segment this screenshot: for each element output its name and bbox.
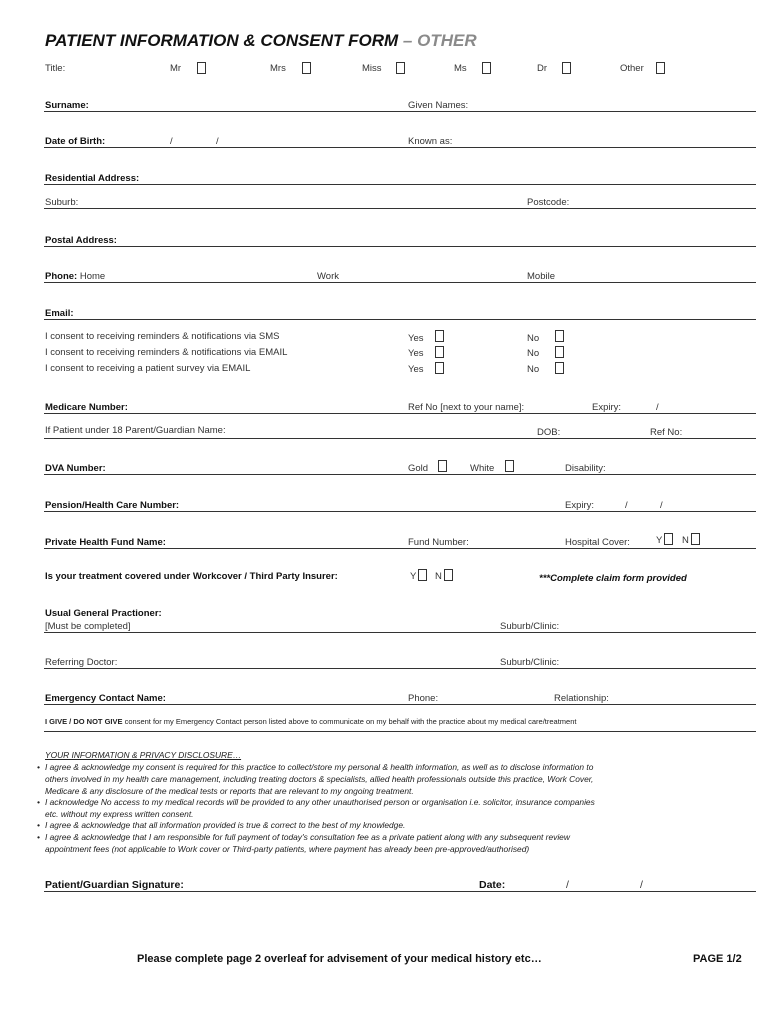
footer-note: Please complete page 2 overleaf for advisement of your medical history etc… [137,953,542,965]
form-title [45,31,477,51]
known-as-label: Known as: [408,136,453,147]
title-mrs-checkbox[interactable] [302,62,311,74]
privacy-line: Medicare & any disclosure of the medical tests or reports that are relevant to my ongoing treatment. [45,786,414,796]
give-consent-option[interactable]: I GIVE / DO NOT GIVE [45,717,123,726]
title-option-dr: Dr [537,63,548,74]
consent-survey-no-label: No [527,364,540,375]
consent-email-yes-label: Yes [408,348,424,359]
dva-gold-checkbox[interactable] [438,460,447,472]
suburb-label: Suburb: [45,197,79,208]
suburb-field-line[interactable] [44,208,756,209]
email-field-line[interactable] [44,319,756,320]
hospital-cover-label: Hospital Cover: [565,537,630,548]
dob-field-line[interactable] [44,147,756,148]
privacy-line: I agree & acknowledge my consent is required for this practice to collect/store my personal & health information, as well as to disclose information to [45,762,594,772]
dob-separator-1: / [170,136,173,147]
signature-label: Patient/Guardian Signature: [45,879,184,891]
emergency-field-line[interactable] [44,704,756,705]
consent-email-text: I consent to receiving reminders & notifications via EMAIL [45,347,288,358]
medicare-expiry-label: Expiry: [592,402,622,413]
gp-field-line[interactable] [44,632,756,633]
emergency-consent-text [45,717,576,726]
privacy-bullet-3: • [37,820,40,830]
postal-address-label: Postal Address: [45,235,117,246]
consent-sms-yes-checkbox[interactable] [435,330,444,342]
title-option-miss: Miss [362,63,382,74]
pension-label: Pension/Health Care Number: [45,500,180,511]
signature-field-line[interactable] [44,891,756,892]
privacy-bullet-2: • [37,797,40,807]
privacy-line: etc. without my express written consent. [45,809,194,819]
privacy-line: I acknowledge No access to my medical records will be provided to any other unauthorised person or organisation i.e. solicitor, insurance companies [45,797,595,807]
consent-survey-text: I consent to receiving a patient survey via EMAIL [45,363,251,374]
dva-gold-label: Gold [408,463,429,474]
signature-date-separator-2: / [640,879,643,891]
consent-sms-yes-label: Yes [408,333,424,344]
title-option-ms: Ms [454,63,467,74]
dob-separator-2: / [216,136,219,147]
consent-sms-text: I consent to receiving reminders & notifications via SMS [45,331,280,342]
title-option-other: Other [620,63,644,74]
privacy-line: I agree & acknowledge that I am responsible for full payment of today's consultation fee as a private patient along with any subsequent review [45,832,570,842]
privacy-line: appointment fees (not applicable to Work cover or Third-party patients, where payment has already been pre-approved/authorised) [45,844,530,854]
privacy-bullet-4: • [37,832,40,842]
residential-address-label: Residential Address: [45,173,140,184]
consent-survey-yes-checkbox[interactable] [435,362,444,374]
emergency-consent-line [44,731,756,732]
phone-label: Phone: [45,271,78,282]
medicare-ref-label: Ref No [next to your name]: [408,402,525,413]
hospital-cover-n-checkbox[interactable] [691,533,700,545]
phone-home-label: Home [77,271,106,282]
consent-sms-no-label: No [527,333,540,344]
medicare-expiry-separator: / [656,402,659,413]
residential-address-field-line[interactable] [44,184,756,185]
workcover-claim-note: ***Complete claim form provided [539,573,687,584]
title-label: Title: [45,63,66,74]
referring-field-line[interactable] [44,668,756,669]
phone-row [45,271,105,282]
pension-expiry-label: Expiry: [565,500,595,511]
title-miss-checkbox[interactable] [396,62,405,74]
emergency-contact-label: Emergency Contact Name: [45,693,166,704]
dva-white-label: White [470,463,495,474]
form-title-main: PATIENT INFORMATION & CONSENT FORM [45,31,399,50]
consent-survey-no-checkbox[interactable] [555,362,564,374]
workcover-label: Is your treatment covered under Workcover / Third Party Insurer: [45,571,338,582]
workcover-n-checkbox[interactable] [444,569,453,581]
title-other-checkbox[interactable] [656,62,665,74]
hospital-cover-y-label: Y [656,535,663,546]
consent-email-no-label: No [527,348,540,359]
privacy-line: I agree & acknowledge that all information provided is true & correct to the best of my knowledge. [45,820,406,830]
phone-field-line[interactable] [44,282,756,283]
guardian-field-line[interactable] [44,438,756,439]
surname-label: Surname: [45,100,89,111]
guardian-label: If Patient under 18 Parent/Guardian Name: [45,425,226,436]
postal-address-field-line[interactable] [44,246,756,247]
consent-email-no-checkbox[interactable] [555,346,564,358]
title-option-mrs: Mrs [270,63,286,74]
title-ms-checkbox[interactable] [482,62,491,74]
signature-date-separator-1: / [566,879,569,891]
workcover-y-checkbox[interactable] [418,569,427,581]
medicare-label: Medicare Number: [45,402,128,413]
dob-label: Date of Birth: [45,136,106,147]
guardian-dob-label: DOB: [537,427,561,438]
surname-field-line[interactable] [44,111,756,112]
dva-disability-label: Disability: [565,463,606,474]
emergency-relationship-label: Relationship: [554,693,609,704]
consent-sms-no-checkbox[interactable] [555,330,564,342]
privacy-line: others involved in my health care management, including treating doctors & specialists, allied health professionals outside this practice, Work Cover, [45,774,594,784]
medicare-field-line[interactable] [44,413,756,414]
emergency-phone-label: Phone: [408,693,439,704]
guardian-ref-label: Ref No: [650,427,683,438]
hospital-cover-n-label: N [682,535,689,546]
workcover-n-label: N [435,571,442,582]
consent-survey-yes-label: Yes [408,364,424,375]
postcode-label: Postcode: [527,197,570,208]
pension-expiry-separator-2: / [660,500,663,511]
dva-white-checkbox[interactable] [505,460,514,472]
hospital-cover-y-checkbox[interactable] [664,533,673,545]
consent-email-yes-checkbox[interactable] [435,346,444,358]
health-fund-number-label: Fund Number: [408,537,469,548]
privacy-heading: YOUR INFORMATION & PRIVACY DISCLOSURE… [45,750,242,760]
title-dr-checkbox[interactable] [562,62,571,74]
phone-mobile-label: Mobile [527,271,555,282]
pension-field-line[interactable] [44,511,756,512]
form-title-suffix: – OTHER [398,31,477,50]
emergency-consent-rest: consent for my Emergency Contact person listed above to communicate on my behalf with the practice about my medical care/treatment [122,717,577,726]
dva-field-line[interactable] [44,474,756,475]
health-fund-label: Private Health Fund Name: [45,537,166,548]
referring-suburb-label: Suburb/Clinic: [500,657,560,668]
title-mr-checkbox[interactable] [197,62,206,74]
given-names-label: Given Names: [408,100,469,111]
privacy-bullet-1: • [37,762,40,772]
workcover-y-label: Y [410,571,417,582]
gp-suburb-label: Suburb/Clinic: [500,621,560,632]
health-fund-field-line[interactable] [44,548,756,549]
dva-label: DVA Number: [45,463,106,474]
gp-required-note: [Must be completed] [45,621,131,632]
title-option-mr: Mr [170,63,182,74]
pension-expiry-separator-1: / [625,500,628,511]
gp-label: Usual General Practioner: [45,608,162,619]
referring-doctor-label: Referring Doctor: [45,657,118,668]
phone-work-label: Work [317,271,339,282]
signature-date-label: Date: [479,879,506,891]
email-label: Email: [45,308,74,319]
page-number: PAGE 1/2 [693,953,742,965]
